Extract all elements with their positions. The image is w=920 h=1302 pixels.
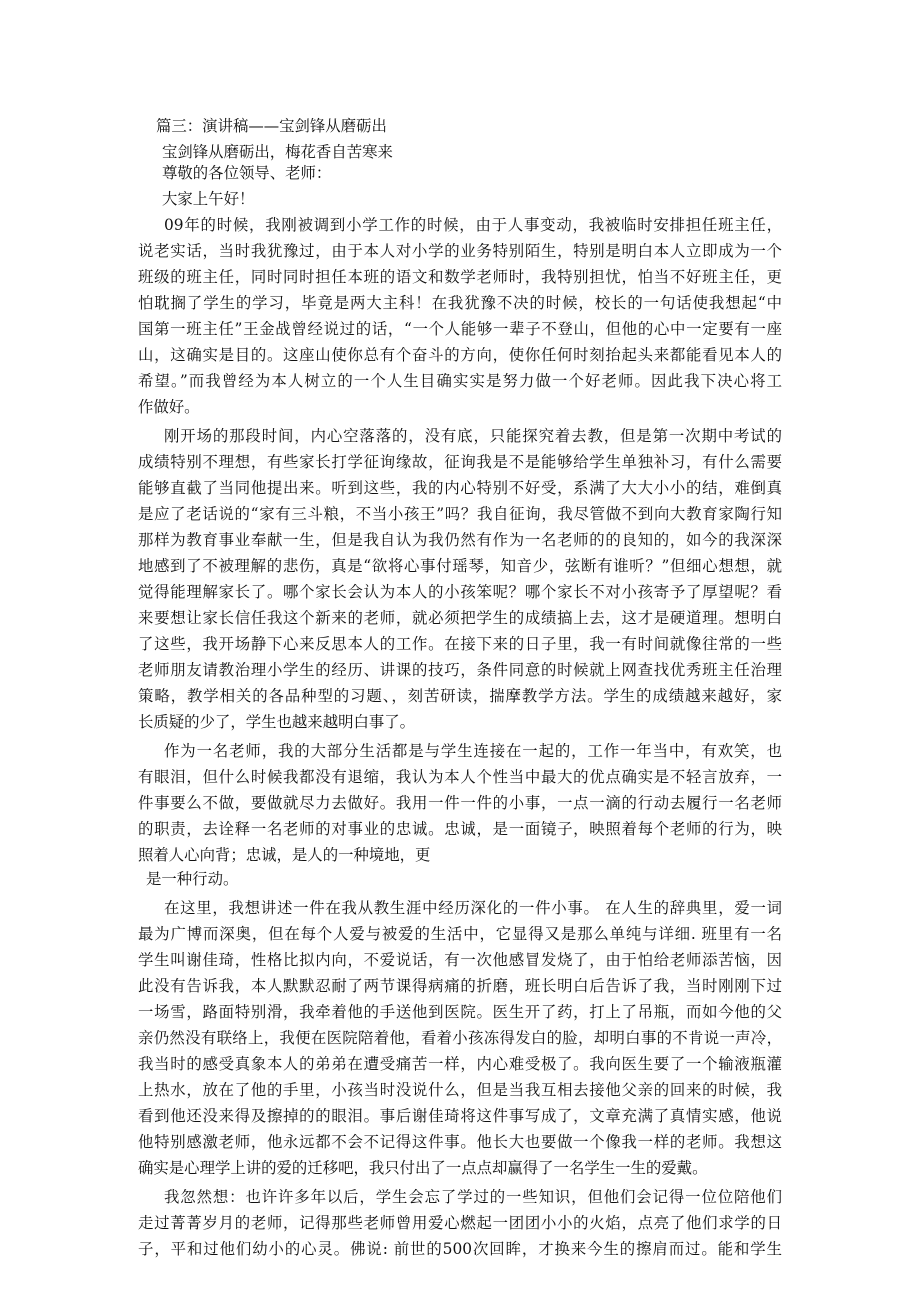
body-line: 确实是心理学上讲的爱的迁移吧，我只付出了一点点却赢得了一名学生一生的爱戴。 — [138, 1159, 708, 1177]
body-line: 作为一名老师，我的大部分生活都是与学生连接在一起的，工作一年当中，有欢笑，也 — [164, 742, 782, 760]
body-line: 我忽然想：也许许多年以后，学生会忘了学过的一些知识，但他们会记得一位位陪他们 — [164, 1188, 782, 1206]
body-line: 看到他还没来得及擦掉的的眼泪。事后谢佳琦将这件事写成了，文章充满了真情实感，他说 — [138, 1107, 782, 1125]
body-line: 国第一班主任”王金战曾经说过的话，“一个人能够一辈子不登山，但他的心中一定要有一座 — [138, 320, 782, 338]
body-line: 我当时的感受真象本人的弟弟在遭受痛苦一样，内心难受极了。我向医生要了一个输液瓶灌 — [138, 1055, 782, 1073]
body-line: 了这些，我开场静下心来反思本人的工作。在接下来的日子里，我一有时间就像往常的一些 — [138, 635, 782, 653]
body-line: 是应了老话说的“家有三斗粮，不当小孩王”吗？我自征询，我尽管做不到向大教育家陶行知 — [138, 505, 782, 523]
body-line: 在这里，我想讲述一件在我从教生涯中经历深化的一件小事。 在人生的辞典里，爱一词 — [164, 899, 782, 917]
body-line: 学生叫谢佳琦，性格比拟内向，不爱说话，有一次他感冒发烧了，由于怕给老师添苦恼，因 — [138, 951, 782, 969]
body-line: 长质疑的少了，学生也越来越明白事了。 — [138, 713, 416, 731]
body-line: 是一种行动。 — [146, 870, 239, 888]
body-line: 作做好。 — [138, 398, 200, 416]
body-line: 有眼泪，但什么时候我都没有退缩，我认为本人个性当中最大的优点确实是不轻言放弃，一 — [138, 768, 782, 786]
body-line: 上热水，放在了他的手里，小孩当时没说什么，但是当我互相去接他父亲的回来的时候，我 — [138, 1081, 782, 1099]
greeting: 大家上午好！ — [162, 190, 255, 208]
body-line: 走过菁菁岁月的老师，记得那些老师曾用爱心燃起一团团小小的火焰，点亮了他们求学的日 — [138, 1214, 782, 1232]
body-line: 件事要么不做，要做就尽力去做好。我用一件一件的小事，一点一滴的行动去履行一名老师 — [138, 794, 782, 812]
body-line: 照着人心向背；忠诚，是人的一种境地，更 — [138, 846, 431, 864]
salutation: 尊敬的各位领导、老师： — [162, 164, 332, 182]
body-line: 那样为教育事业奉献一生，但是我自认为我仍然有作为一名老师的的良知的，如今的我深深 — [138, 531, 782, 549]
body-line: 山，这确实是目的。这座山使你总有个奋斗的方向，使你任何时刻抬起头来都能看见本人的 — [138, 346, 782, 364]
document-title: 篇三：演讲稿——宝剑锋从磨砺出 — [156, 117, 387, 135]
body-line: 能够直截了当同他提出来。听到这些，我的内心特别不好受，系满了大大小小的结，难倒真 — [138, 479, 782, 497]
body-line: 一场雪，路面特别滑，我牵着他的手送他到医院。医生开了药，打上了吊瓶，而如今他的父 — [138, 1003, 782, 1021]
body-line: 09年的时候，我刚被调到小学工作的时候，由于人事变动，我被临时安排担任班主任， — [164, 216, 782, 234]
body-line: 怕耽搁了学生的学习，毕竟是两大主科！在我犹豫不决的时候，校长的一句话使我想起“中 — [138, 294, 782, 312]
body-line: 此没有告诉我，本人默默忍耐了两节课得病痛的折磨，班长明白后告诉了我，当时刚刚下过 — [138, 977, 782, 995]
body-line: 来要想让家长信任我这个新来的老师，就必须把学生的成绩搞上去，这才是硬道理。想明白 — [138, 609, 782, 627]
body-line: 他特别感激老师，他永远都不会不记得这件事。他长大也要做一个像我一样的老师。我想这 — [138, 1133, 782, 1151]
body-line: 地感到了不被理解的悲伤，真是“欲将心事付瑶琴，知音少，弦断有谁听？”但细心想想，就 — [138, 557, 782, 575]
body-line: 亲仍然没有联络上，我便在医院陪着他，看着小孩冻得发白的脸，却明白事的不肯说一声冷， — [138, 1029, 782, 1047]
document-subtitle: 宝剑锋从磨砺出，梅花香自苦寒来 — [162, 143, 393, 161]
body-line: 觉得能理解家长了。哪个家长会认为本人的小孩笨呢？哪个家长不对小孩寄予了厚望呢？看 — [138, 583, 782, 601]
body-line: 的职责，去诠释一名老师的对事业的忠诚。忠诚，是一面镜子，映照着每个老师的行为，映 — [138, 820, 782, 838]
body-line: 希望。”而我曾经为本人树立的一个人生目确实实是努力做一个好老师。因此我下决心将工 — [138, 372, 782, 390]
body-line: 子，平和过他们幼小的心灵。佛说: 前世的500次回眸，才换来今生的擦肩而过。能和学生 — [138, 1240, 782, 1258]
body-line: 策略，教学相关的各品种型的习题、，刻苦研读，揣摩教学方法。学生的成绩越来越好，家 — [138, 687, 782, 705]
body-line: 班级的班主任，同时同时担任本班的语文和数学老师时，我特别担忧，怕当不好班主任，更 — [138, 268, 782, 286]
body-line: 最为广博而深奥，但在每个人爱与被爱的生活中，它显得又是那么单纯与详细. 班里有一名 — [138, 925, 782, 943]
body-line: 成绩特别不理想，有些家长打学征询缘故，征询我是不是能够给学生单独补习，有什么需要 — [138, 453, 782, 471]
body-line: 说老实话，当时我犹豫过，由于本人对小学的业务特别陌生，特别是明白本人立即成为一个 — [138, 242, 782, 260]
body-line: 刚开场的那段时间，内心空落落的，没有底，只能探究着去教，但是第一次期中考试的 — [164, 427, 782, 445]
body-line: 老师朋友请教治理小学生的经历、讲课的技巧，条件同意的时候就上网查找优秀班主任治理 — [138, 661, 782, 679]
